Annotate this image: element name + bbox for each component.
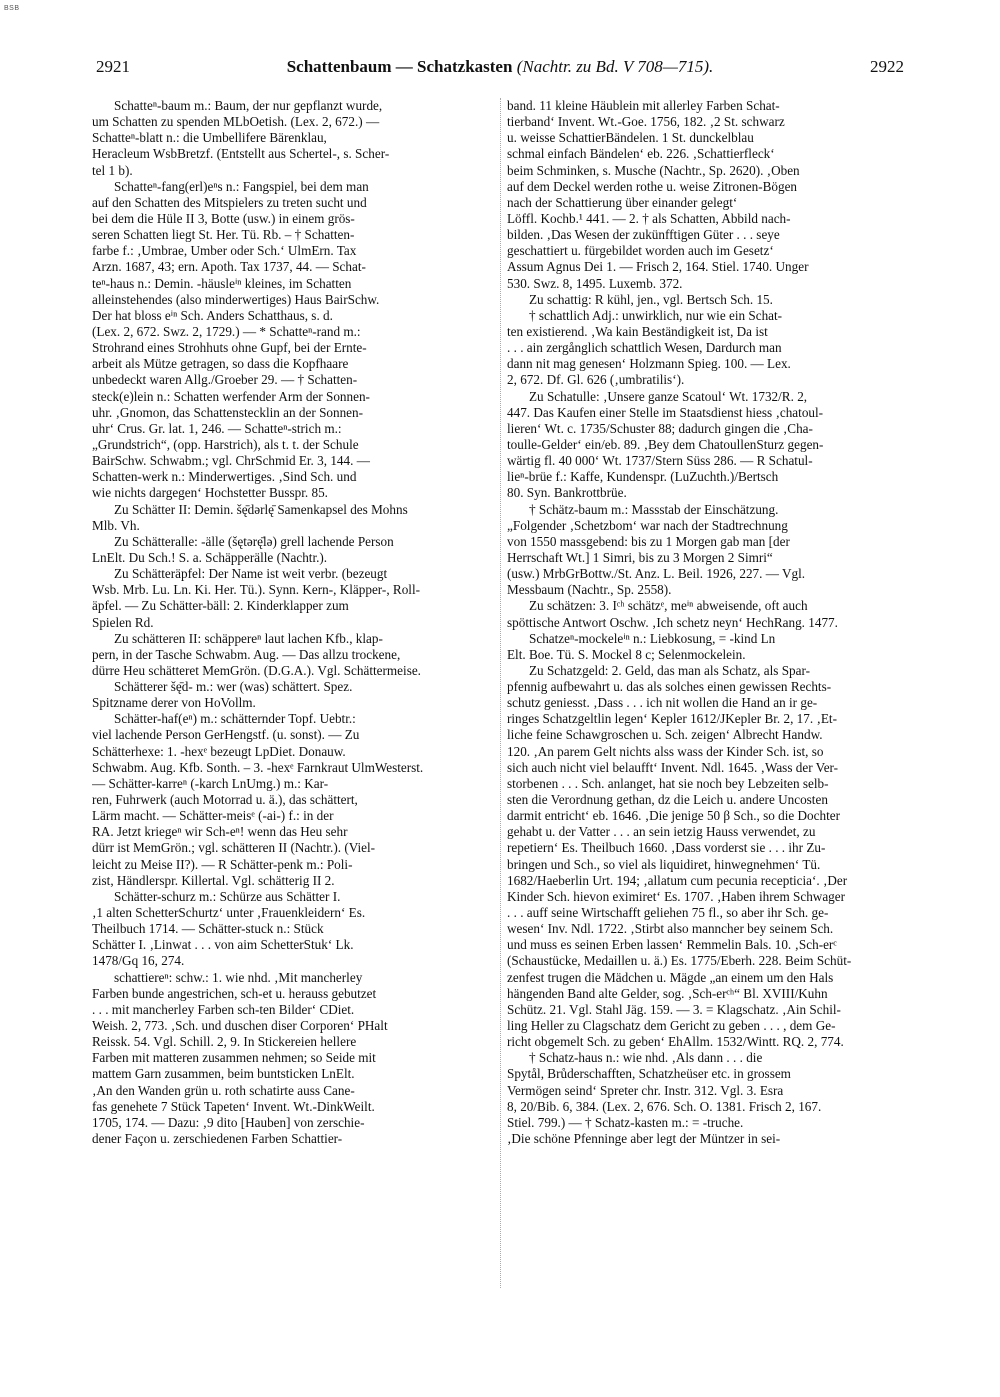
text-line: spöttische Antwort Oschw. ‚Ich schetz neyn‘ HechRang. 1477.: [507, 614, 838, 630]
text-line: bilden. ‚Das Wesen der zukünfftigen Güter . . . seye: [507, 227, 780, 243]
text-line: Schatzeⁿ-mockeleⁱⁿ n.: Liebkosung, = -kind Ln: [529, 630, 776, 646]
text-line: um Schatten zu spenden MLbOetish. (Lex. 2, 672.) —: [92, 114, 380, 130]
left-column: [92, 98, 494, 1147]
text-line: dener Façon u. zerschiedenen Farben Schattier-: [92, 1131, 343, 1146]
text-line: Schätterhexe: 1. -hexᵉ bezeugt LpDiet. Donauw.: [92, 743, 346, 759]
text-line: schattiereⁿ: schw.: 1. wie nhd. ‚Mit mancherley: [114, 969, 363, 985]
text-line: zenfest trugen die Mädchen u. Mägde „an einem um den Hals: [507, 969, 834, 985]
text-line: alleinstehendes (also minderwertiges) Haus BairSchw.: [92, 291, 380, 307]
text-line: Schätter-haf(eⁿ) m.: schätternder Topf. Uebtr.:: [114, 711, 356, 727]
text-line: Löffl. Kochb.¹ 441. — 2. † als Schatten, Abbild nach-: [507, 210, 791, 226]
text-line: uhr. ‚Gnomon, das Schattenstecklin an der Sonnen-: [92, 404, 364, 420]
text-line: Schütz. 21. Vgl. Stahl Jäg. 159. — 3. = Klagschatz. ‚Ain Schil-: [507, 1001, 841, 1017]
text-line: Zu Schätter II: Demin. šę̄dərlę̄ Samenkapsel des Mohns: [114, 501, 408, 517]
text-line: ten existierend. ‚Wa kain Beständigkeit ist, Da ist: [507, 323, 768, 339]
text-line: Strohrand eines Strohhuts ohne Gupf, bei der Ernte-: [92, 340, 367, 356]
text-line: wesen‘ Inv. Ndl. 1722. ‚Stirbt also manncher bey seinem Sch.: [507, 921, 834, 937]
text-line: Theilbuch 1714. — Schätter-stuck n.: Stück: [92, 921, 324, 937]
text-line: † Schatz-haus n.: wie nhd. ‚Als dann . . . die: [529, 1050, 763, 1066]
text-line: sten die Verordnung gethan, dz die Leich u. andere Uncosten: [507, 792, 828, 808]
page-number-left: 2921: [96, 57, 130, 76]
text-line: mattem Garn zusammen, beim buntsticken LnElt.: [92, 1066, 355, 1082]
text-line: lieⁿ-brüe f.: Kaffe, Kundenspr. (LuZuchth.)/Bertsch: [507, 469, 779, 485]
text-line: dürr ist MemGrön.; vgl. schätteren II (Nachtr.). (Viel-: [92, 840, 376, 856]
text-line: Zu schattig: R kühl, jen., vgl. Bertsch Sch. 15.: [529, 291, 773, 307]
text-line: Herrschaft Wt.] 1 Simri, bis zu 3 Morgen 2 Simri“: [507, 549, 773, 565]
text-line: richt obgemelt Sch. zu geben‘ EhAllm. 1532/Wintt. RQ. 2, 774.: [507, 1034, 844, 1050]
text-line: Zu Schätteralle: -älle (šętərę̄lə) grell lachende Person: [114, 533, 394, 549]
text-line: ringes Schatzgeltlin legen‘ Kepler 1612/JKepler Br. 2, 17. ‚Et-: [507, 711, 837, 727]
running-title-note: (Nachtr. zu Bd. V 708—715).: [516, 57, 714, 76]
text-line: ling Heller zu Clagschatz dem Gericht zu geben . . . , dem Ge-: [507, 1018, 836, 1034]
text-line: Zu Schatulle: ‚Unsere ganze Scatoul‘ Wt. 1732/R. 2,: [529, 388, 808, 404]
text-line: band. 11 kleine Häublein mit allerley Farben Schat-: [507, 98, 780, 113]
text-line: Messbaum (Nachtr., Sp. 2558).: [507, 582, 672, 598]
text-line: Der hat bloss eⁱⁿ Sch. Anders Schatthaus, s. d.: [92, 307, 333, 323]
text-line: † Schätz-baum m.: Massstab der Einschätzung.: [529, 501, 779, 517]
text-line: geschattiert u. fürgebildet worden auch im Gesetz‘: [507, 243, 774, 259]
text-line: Arzn. 1687, 43; ern. Apoth. Tax 1737, 44. — Schat-: [92, 259, 366, 275]
text-line: . . . ain zergånglich schattlich Wesen, Dardurch man: [507, 340, 782, 356]
text-line: Vermögen seind‘ Spreter chr. Instr. 312. Vgl. 3. Esra: [507, 1082, 784, 1098]
text-line: Mlb. Vh.: [92, 517, 140, 533]
running-title: [96, 57, 904, 77]
text-line: Elt. Boe. Tü. S. Mockel 8 c; Selenmockelein.: [507, 646, 746, 662]
text-line: „Grundstrich“, (opp. Harstrich), als t. t. der Schule: [92, 436, 359, 452]
text-line: hängenden Band alte Gelder, sog. ‚Sch-erᶜʰ“ Bl. XVIII/Kuhn: [507, 985, 828, 1001]
text-line: (Schaustücke, Medaillen u. ä.) Es. 1775/Eberh. 228. Beim Schüt-: [507, 953, 852, 969]
text-line: schmal einfach Bändelen‘ eb. 226. ‚Schattierfleck‘: [507, 146, 775, 162]
text-line: 8, 20/Bib. 6, 384. (Lex. 2, 676. Sch. O. 1381. Frisch 2, 167.: [507, 1098, 822, 1114]
text-line: Schatten-werk n.: Minderwertiges. ‚Sind Sch. und: [92, 469, 357, 485]
text-line: 1705, 174. — Dazu: ‚9 dito [Hauben] von zerschie-: [92, 1114, 365, 1130]
text-line: . . . auff seine Wirtschafft geliehen 75 fl., so aber ihr Sch. ge-: [507, 905, 829, 921]
right-column: [507, 98, 907, 1147]
column-divider: [500, 98, 501, 1288]
text-line: bei dem die Hüle II 3, Botte (usw.) in einem grös-: [92, 210, 355, 226]
library-stamp: BSB: [4, 5, 20, 12]
text-line: † schattlich Adj.: unwirklich, nur wie ein Schat-: [529, 307, 783, 323]
text-line: wie nichts dargegen‘ Hochstetter Busspr. 85.: [92, 485, 328, 501]
text-line: repetiern‘ Es. Theilbuch 1660. ‚Dass vorderst sie . . . ihr Zu-: [507, 840, 826, 856]
text-line: ren, Fuhrwerk (auch Motorrad u. ä.), das schättert,: [92, 792, 358, 808]
text-line: fas genehete 7 Stück Tapeten‘ Invent. Wt.-DinkWeilt.: [92, 1098, 375, 1114]
text-line: Kinder Sch. hievon eximiret‘ Es. 1707. ‚Haben ihrem Schwager: [507, 888, 846, 904]
text-line: Schätterer šę̄d- m.: wer (was) schättert. Spez.: [114, 679, 353, 695]
text-line: pfennig aufbewahrt u. das als solches einen gewissen Rechts-: [507, 679, 832, 695]
text-line: Lärm macht. — Schätter-meisᵉ (-ai-) f.: in der: [92, 808, 334, 824]
text-line: Schatteⁿ-blatt n.: die Umbellifere Bärenklau,: [92, 130, 327, 146]
text-line: liche feine Schawgroschen u. Sch. zeigen‘ Albrecht Handw.: [507, 727, 823, 743]
text-line: beim Schminken, s. Musche (Nachtr., Sp. 2620). ‚Oben: [507, 162, 800, 178]
text-line: dann nit mag genesen‘ Holzmann Spieg. 100. — Lex.: [507, 356, 791, 372]
text-line: 2, 672. Df. Gl. 626 (‚umbratilis‘).: [507, 372, 685, 388]
text-line: Schatteⁿ-fang(erl)eⁿs n.: Fangspiel, bei dem man: [114, 178, 369, 194]
text-line: 120. ‚An parem Gelt nichts alss wass der Kinder Sch. ist, so: [507, 743, 824, 759]
text-line: Zu schätzen: 3. Iᶜʰ schätzᵉ, meⁱⁿ abweisende, oft auch: [529, 598, 808, 614]
text-line: Schwabm. Aug. Kfb. Sonth. – 3. -hexᵉ Farnkraut UlmWesterst.: [92, 759, 424, 775]
text-line: (Lex. 2, 672. Swz. 2, 1729.) — * Schatteⁿ-rand m.:: [92, 323, 361, 339]
text-line: Schätter I. ‚Linwat . . . von aim SchetterStuk‘ Lk.: [92, 937, 354, 953]
text-line: — Schätter-karreⁿ (-karch LnUmg.) m.: Kar-: [92, 775, 329, 791]
text-line: ‚1 alten SchetterSchurtz‘ unter ‚Frauenkleidern‘ Es.: [92, 905, 366, 921]
text-line: Spytål, Brůderschafften, Schatzheüser etc. in grossem: [507, 1066, 791, 1082]
text-line: 1682/Haeberlin Urt. 194; ‚allatum cum pecunia recepticia‘. ‚Der: [507, 872, 848, 888]
text-line: leicht zu Meise II?). — R Schätter-penk m.: Poli-: [92, 856, 353, 872]
text-line: Heracleum WsbBretzf. (Entstellt aus Schertel-, s. Scher-: [92, 146, 390, 162]
text-line: . . . mit mancherley Farben sch-ten Bilder‘ CDiet.: [92, 1001, 355, 1017]
text-line: unbedeckt waren Allg./Groeber 29. — † Schatten-: [92, 372, 358, 388]
text-line: 1478/Gq 16, 274.: [92, 953, 185, 969]
text-line: LnElt. Du Sch.! S. a. Schäpperälle (Nachtr.).: [92, 549, 328, 565]
text-line: ‚An den Wanden grün u. roth schatirte auss Cane-: [92, 1082, 355, 1098]
text-line: zist, Händlerspr. Killertal. Vgl. schätterig II 2.: [92, 872, 335, 888]
text-line: BairSchw. Schwabm.; vgl. ChrSchmid Er. 3, 144. —: [92, 453, 370, 469]
text-line: gehabt u. der Vatter . . . an sein ietzig Hauss verwendet, zu: [507, 824, 816, 840]
text-line: storbenen . . . Sch. anlanget, hat sie noch bey Lebzeiten selb-: [507, 775, 829, 791]
text-line: Zu schätteren II: schäppereⁿ laut lachen Kfb., klap-: [114, 630, 383, 646]
text-line: seren Schatten liegt St. Her. Tü. Rb. – † Schatten-: [92, 227, 355, 243]
text-line: tierband‘ Invent. Wt.-Goe. 1756, 182. ‚2 St. schwarz: [507, 114, 785, 130]
text-line: Farben bunde angestrichen, sch-et u. herauss gebutzet: [92, 985, 377, 1001]
text-line: lieren‘ Wt. c. 1735/Schuster 88; dadurch gingen die ‚Cha-: [507, 420, 813, 436]
text-line: Wsb. Mrb. Lu. Ln. Ki. Her. Tü.). Synn. Kern-, Kläpper-, Roll-: [92, 582, 421, 598]
text-line: äpfel. — Zu Schätter-bäll: 2. Kinderklapper zum: [92, 598, 349, 614]
text-line: nach der Schattierung über einander gelegt‘: [507, 194, 738, 210]
text-line: pern, in der Tasche Schwabm. Aug. — Das allzu trockene,: [92, 646, 401, 662]
text-line: Zu Schatzgeld: 2. Geld, das man als Schatz, als Spar-: [529, 662, 810, 678]
text-line: toulle-Gelder‘ ein/eb. 89. ‚Bey dem ChatoullenSturz gegen-: [507, 436, 824, 452]
text-line: Zu Schätteräpfel: Der Name ist weit verbr. (bezeugt: [114, 566, 388, 582]
text-line: auf den Schatten des Mitspielers zu treten sucht und: [92, 194, 367, 210]
text-line: Reissk. 54. Vgl. Schill. 2, 9. In Stickereien hellere: [92, 1034, 357, 1050]
page-number-right: 2922: [870, 57, 904, 76]
text-line: Assum Agnus Dei 1. — Frisch 2, 164. Stiel. 1740. Unger: [507, 259, 809, 275]
page-header: [96, 57, 904, 81]
text-line: Farben mit matteren zusammen nehmen; so Seide mit: [92, 1050, 376, 1066]
text-line: RA. Jetzt kriegeⁿ wir Sch-eⁿ! wenn das Heu sehr: [92, 824, 348, 840]
text-line: Schätter-schurz m.: Schürze aus Schätter I.: [114, 888, 341, 904]
text-line: (usw.) MrbGrBottw./St. Anz. L. Beil. 1926, 227. — Vgl.: [507, 566, 806, 582]
text-line: 447. Das Kaufen einer Stelle im Staatsdienst hiess ‚chatoul-: [507, 404, 824, 420]
text-line: wärtig fl. 40 000‘ Wt. 1737/Stern Süss 286. — R Schatul-: [507, 453, 813, 469]
text-line: tel 1 b).: [92, 162, 133, 178]
text-line: dürre Heu schätteret MemGrön. (D.G.A.). Vgl. Schättermeise.: [92, 662, 421, 678]
text-line: 530. Swz. 8, 1495. Luxemb. 372.: [507, 275, 683, 291]
text-line: Spielen Rd.: [92, 614, 154, 630]
text-line: und muss es seinen Erben lassen‘ Remmelin Bals. 10. ‚Sch-erᶜ: [507, 937, 837, 953]
text-line: farbe f.: ‚Umbrae, Umber oder Sch.‘ UlmErn. Tax: [92, 243, 357, 259]
text-line: steck(e)lein n.: Schatten werfender Arm der Sonnen-: [92, 388, 370, 404]
text-line: viel lachende Person GerHengstf. (u. sonst). — Zu: [92, 727, 360, 743]
text-line: Spitzname derer von HoVollm.: [92, 695, 256, 711]
text-line: u. weisse SchattierBändelen. 1 St. dunckelblau: [507, 130, 754, 146]
text-line: arbeit als Mütze getragen, so dass die Kopfhaare: [92, 356, 349, 372]
text-line: darmit entricht‘ eb. 1646. ‚Die jenige 50 β Sch., so die Dochter: [507, 808, 841, 824]
text-line: Schatteⁿ-baum m.: Baum, der nur gepflanzt wurde,: [114, 98, 383, 113]
running-title-text: Schattenbaum — Schatzkasten: [286, 57, 513, 76]
text-line: auf dem Deckel werden rothe u. weise Zitronen-Bögen: [507, 178, 798, 194]
text-line: 80. Syn. Bankrottbrüe.: [507, 485, 627, 501]
text-line: Weish. 2, 773. ‚Sch. und duschen diser Corporen‘ PHalt: [92, 1018, 388, 1034]
text-line: ‚Die schöne Pfenninge aber legt der Müntzer in sei-: [507, 1131, 781, 1146]
text-line: sich auch nicht viel belaufft‘ Invent. Ndl. 1645. ‚Wass der Ver-: [507, 759, 839, 775]
text-line: Stiel. 799.) — † Schatz-kasten m.: = -truche.: [507, 1114, 744, 1130]
text-line: bringen und Sch., so viel als liquidiret, hinwegnehmen‘ Tü.: [507, 856, 821, 872]
text-line: teⁿ-haus n.: Demin. -häusleⁱⁿ kleines, im Schatten: [92, 275, 352, 291]
text-line: uhr‘ Crus. Gr. lat. 1, 246. — Schatteⁿ-strich m.:: [92, 420, 342, 436]
text-line: „Folgender ‚Schetzbom‘ war nach der Stadtrechnung: [507, 517, 788, 533]
text-line: schutz geniesst. ‚Dass . . . ich nit wollen die Hand an ir ge-: [507, 695, 818, 711]
text-line: von 1550 massgebend: bis zu 1 Morgen gab man [der: [507, 533, 790, 549]
